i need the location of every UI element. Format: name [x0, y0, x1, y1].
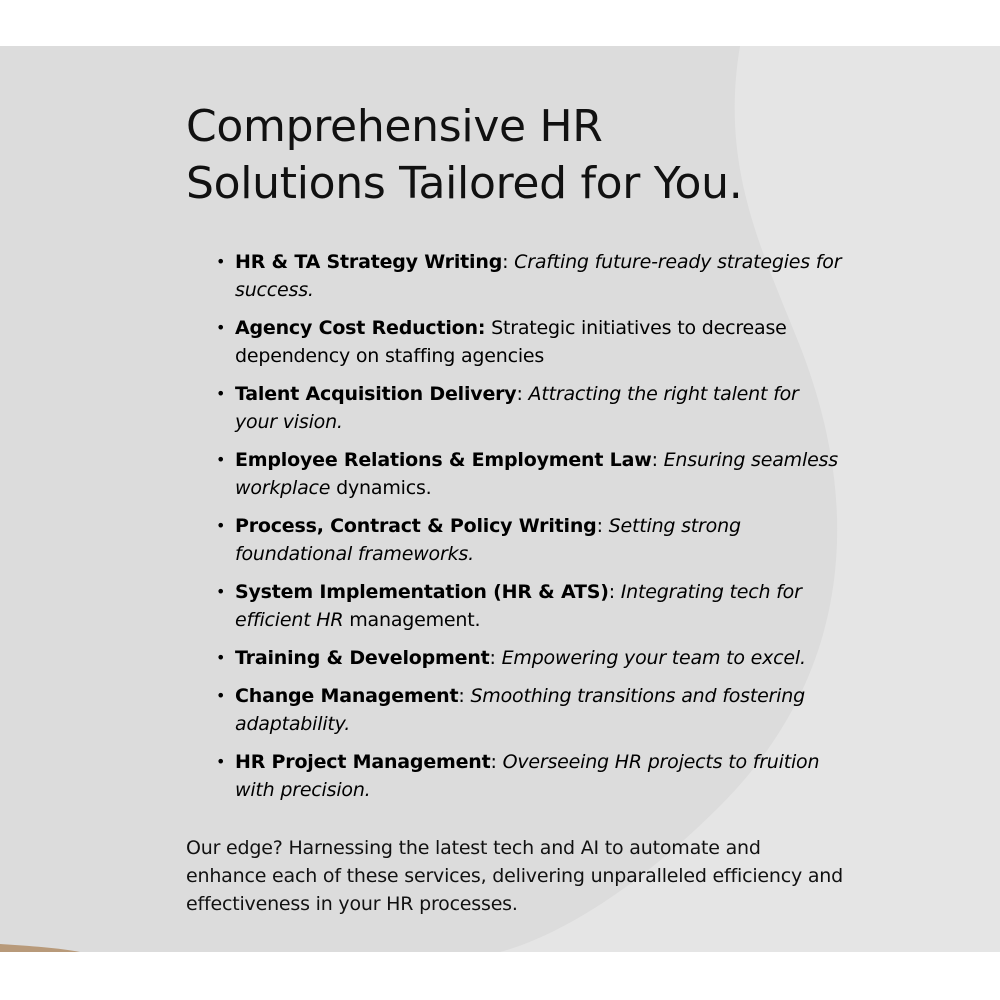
service-item-employee-relations [216, 446, 846, 502]
service-title: Change Management [235, 685, 459, 707]
service-description: Overseeing HR projects to fruition with precision. [235, 751, 820, 801]
service-item-talent-acquisition [216, 380, 846, 436]
service-item-strategy-writing [216, 248, 846, 304]
service-description: Empowering your team to excel. [501, 647, 806, 669]
service-separator: : [458, 685, 471, 707]
service-description-tail: Strategic initiatives to decrease dependency on staffing agencies [235, 317, 787, 367]
service-description: Smoothing transitions and fostering adaptability. [235, 685, 805, 735]
service-description: Setting strong foundational frameworks. [235, 515, 741, 565]
service-separator: : [490, 751, 503, 773]
title-line-1: Comprehensive HR [186, 101, 603, 152]
service-separator: : [502, 251, 515, 273]
service-separator: : [651, 449, 664, 471]
service-separator: : [608, 581, 621, 603]
service-description-tail: management. [343, 609, 481, 631]
service-item-agency-cost [216, 314, 846, 370]
service-title: Agency Cost Reduction: [235, 317, 486, 339]
service-item-project-management [216, 748, 846, 804]
service-item-change-management [216, 682, 846, 738]
service-description-tail: dynamics. [330, 477, 432, 499]
content-block [186, 98, 846, 918]
service-separator: : [596, 515, 609, 537]
services-list [186, 248, 846, 804]
service-item-system-implementation [216, 578, 846, 634]
service-separator: : [516, 383, 529, 405]
title-line-2: Solutions Tailored for You. [186, 158, 743, 209]
service-title: Employee Relations & Employment Law [235, 449, 652, 471]
service-item-policy-writing [216, 512, 846, 568]
service-title: System Implementation (HR & ATS) [235, 581, 609, 603]
service-title: Talent Acquisition Delivery [235, 383, 517, 405]
service-description: Crafting future-ready strategies for success. [235, 251, 842, 301]
hr-solutions-section [0, 46, 1000, 952]
closing-paragraph: Our edge? Harnessing the latest tech and AI to automate and enhance each of these services, delivering unparalleled efficiency and effectiveness in your HR processes. [186, 837, 844, 915]
service-description: Ensuring seamless workplace [235, 449, 838, 499]
service-title: Process, Contract & Policy Writing [235, 515, 597, 537]
service-title: Training & Development [235, 647, 490, 669]
service-separator: : [489, 647, 502, 669]
service-description: Integrating tech for efficient HR [235, 581, 802, 631]
page-title [186, 98, 846, 212]
service-title: HR Project Management [235, 751, 491, 773]
service-title: HR & TA Strategy Writing [235, 251, 503, 273]
service-description: Attracting the right talent for your vision. [235, 383, 799, 433]
service-item-training [216, 644, 846, 672]
